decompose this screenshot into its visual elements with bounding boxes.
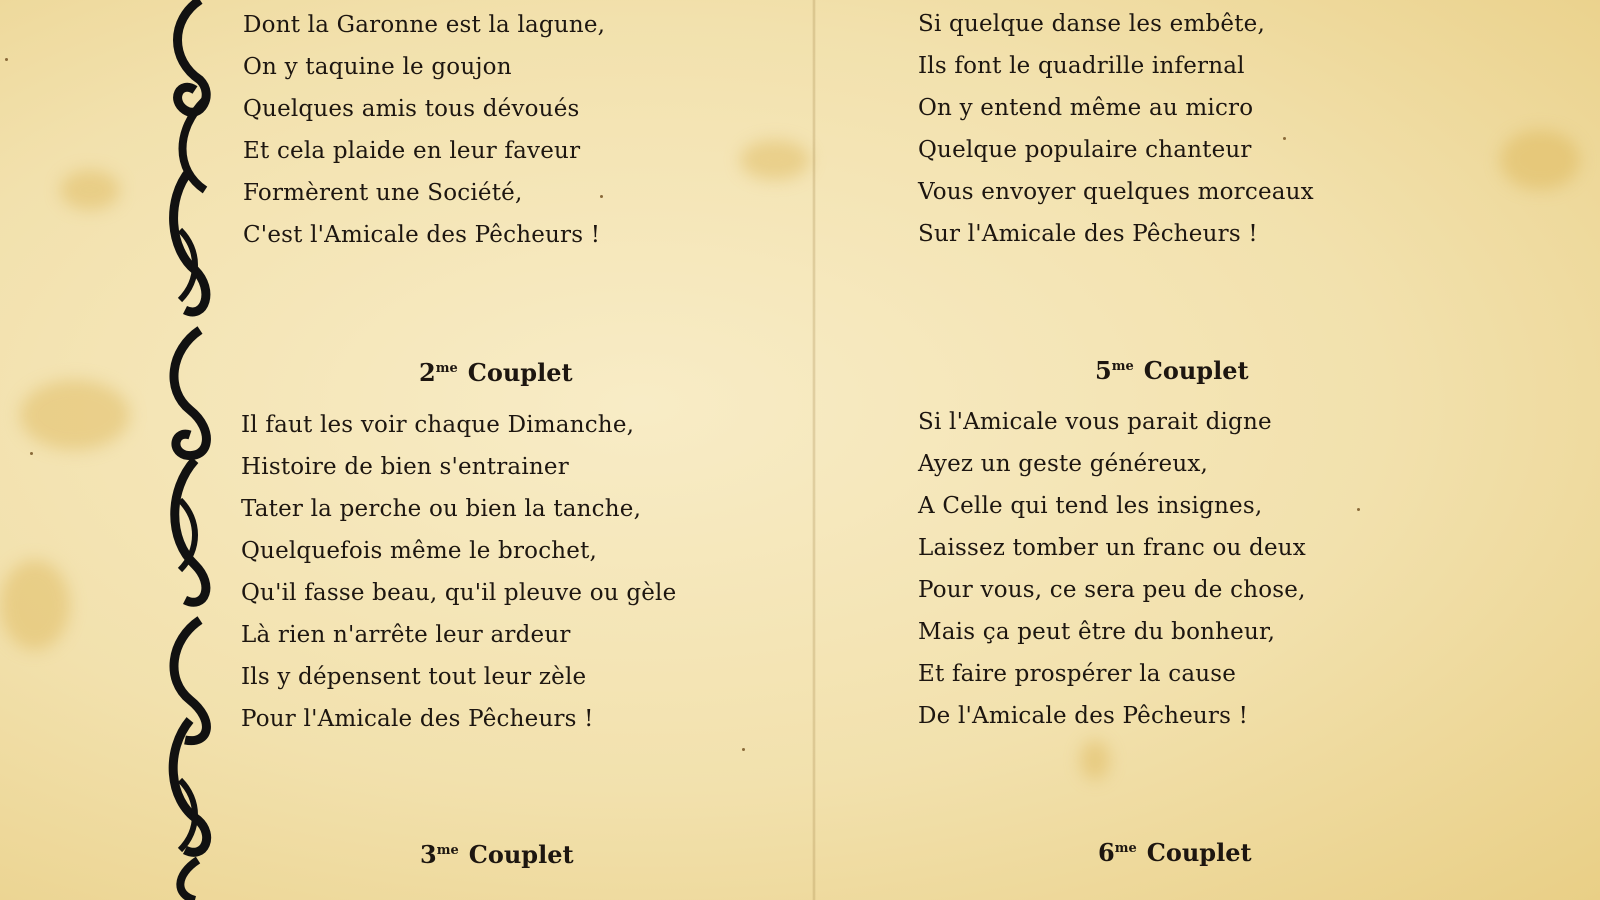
verse-line: Vous envoyer quelques morceaux <box>918 179 1314 205</box>
couplet-5-heading <box>1095 356 1249 385</box>
verse-line: C'est l'Amicale des Pêcheurs ! <box>243 222 601 248</box>
couplet-2-heading <box>419 358 573 387</box>
verse-line: On y entend même au micro <box>918 95 1254 121</box>
verse-line: Pour vous, ce sera peu de chose, <box>918 577 1306 603</box>
verse-line: Tater la perche ou bien la tanche, <box>241 496 642 522</box>
couplet-ordinal-suffix: me <box>436 843 459 858</box>
verse-line: Dont la Garonne est la lagune, <box>243 12 606 38</box>
verse-line: Et cela plaide en leur faveur <box>243 138 581 164</box>
couplet-ordinal-suffix: me <box>1111 359 1134 374</box>
verse-line: On y taquine le goujon <box>243 54 512 80</box>
paper-stain <box>1080 740 1110 780</box>
verse-line: Histoire de bien s'entrainer <box>241 454 569 480</box>
verse-line: Pour l'Amicale des Pêcheurs ! <box>241 706 594 732</box>
verse-line: Ayez un geste généreux, <box>918 451 1209 477</box>
verse-line: Et faire prospérer la cause <box>918 661 1237 687</box>
paper-stain <box>20 380 130 450</box>
verse-line: De l'Amicale des Pêcheurs ! <box>918 703 1249 729</box>
verse-line: Si quelque danse les embête, <box>918 11 1265 37</box>
verse-line: Il faut les voir chaque Dimanche, <box>241 412 635 438</box>
scroll-border-ornament <box>160 0 222 900</box>
verse-line: Ils font le quadrille infernal <box>918 53 1245 79</box>
couplet-number: 2 <box>419 358 436 387</box>
verse-line: Ils y dépensent tout leur zèle <box>241 664 587 690</box>
speck <box>30 452 33 455</box>
couplet-6-heading <box>1098 838 1252 867</box>
speck <box>742 748 745 751</box>
verse-line: Mais ça peut être du bonheur, <box>918 619 1276 645</box>
couplet-ordinal-suffix: me <box>435 361 458 376</box>
verse-line: Quelques amis tous dévoués <box>243 96 580 122</box>
verse-line: A Celle qui tend les insignes, <box>918 493 1263 519</box>
paper-stain <box>0 560 70 650</box>
paper-stain <box>1500 130 1580 190</box>
verse-line: Sur l'Amicale des Pêcheurs ! <box>918 221 1258 247</box>
verse-line: Quelque populaire chanteur <box>918 137 1252 163</box>
speck <box>600 195 603 198</box>
paper-fold-line <box>812 0 816 900</box>
couplet-label: Couplet <box>1143 356 1249 385</box>
couplet-number: 6 <box>1098 838 1115 867</box>
speck <box>1283 137 1286 140</box>
couplet-label: Couplet <box>467 358 573 387</box>
speck <box>1357 508 1360 511</box>
verse-line: Quelquefois même le brochet, <box>241 538 598 564</box>
verse-line: Qu'il fasse beau, qu'il pleuve ou gèle <box>241 580 677 606</box>
couplet-ordinal-suffix: me <box>1114 841 1137 856</box>
speck <box>5 58 8 61</box>
verse-line: Formèrent une Société, <box>243 180 523 206</box>
paper-stain <box>740 140 810 180</box>
couplet-number: 3 <box>420 840 437 869</box>
couplet-label: Couplet <box>468 840 574 869</box>
couplet-number: 5 <box>1095 356 1112 385</box>
verse-line: Là rien n'arrête leur ardeur <box>241 622 571 648</box>
paper-stain <box>60 170 120 210</box>
couplet-label: Couplet <box>1146 838 1252 867</box>
verse-line: Laissez tomber un franc ou deux <box>918 535 1306 561</box>
verse-line: Si l'Amicale vous parait digne <box>918 409 1272 435</box>
couplet-3-heading <box>420 840 574 869</box>
